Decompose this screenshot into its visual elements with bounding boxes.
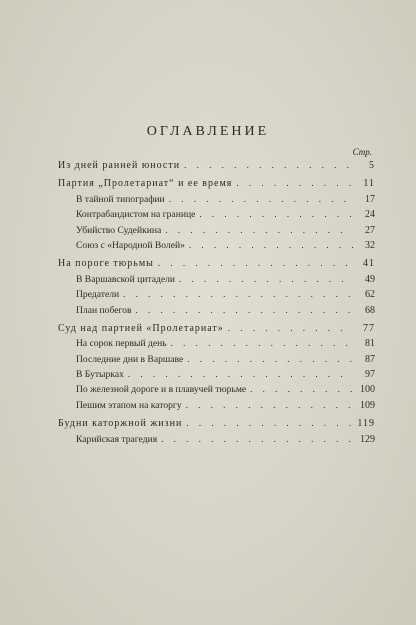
toc-entry — [58, 367, 375, 382]
toc-entry-page: 87 — [365, 353, 375, 365]
toc-entry — [58, 192, 375, 207]
toc-entry — [58, 398, 375, 413]
toc-entry-title: Из дней ранней юности — [58, 160, 181, 171]
toc-entry-title: На сорок первый день — [76, 338, 167, 350]
dot-leader — [189, 238, 353, 253]
toc-entry-title: В тайной типографии — [76, 193, 165, 205]
toc-entry-page: 49 — [365, 273, 375, 285]
toc-entry-page: 129 — [360, 433, 375, 445]
toc-entry-title: Суд над партией «Пролетариат» — [58, 322, 224, 334]
dot-leader — [165, 223, 353, 238]
toc-entry-title: В Варшавской цитадели — [76, 273, 176, 285]
toc-entry-page: 81 — [365, 338, 375, 350]
toc-entry-page: 27 — [365, 224, 375, 236]
toc-entry — [58, 238, 375, 253]
toc-entry — [58, 432, 375, 447]
dot-leader — [171, 336, 353, 351]
toc-entry — [58, 287, 375, 302]
dot-leader — [123, 287, 353, 302]
toc-entry — [58, 382, 375, 397]
dot-leader — [236, 176, 353, 191]
toc-entry-page: 109 — [360, 399, 375, 411]
toc-entry-page: 24 — [365, 209, 375, 221]
toc-list — [58, 158, 375, 447]
toc-entry-title: Союз с «Народной Волей» — [76, 239, 185, 251]
toc-entry-title: Предатели — [76, 289, 120, 301]
toc-entry-page: 77 — [363, 322, 375, 334]
dot-leader — [186, 416, 353, 431]
toc-entry-title: Убийство Судейкина — [76, 224, 162, 236]
dot-leader — [184, 158, 353, 173]
toc-entry-page: 100 — [360, 384, 375, 396]
toc-entry — [58, 336, 375, 351]
toc-entry-title: Будни каторжной жизни — [58, 418, 183, 430]
toc-entry-page: 119 — [357, 418, 375, 430]
dot-leader — [158, 256, 353, 271]
dot-leader — [161, 432, 353, 447]
toc-entry-title: Партия „Пролетариат“ и ее время — [58, 178, 233, 190]
toc-entry — [58, 158, 375, 173]
dot-leader — [186, 398, 353, 413]
toc-entry — [58, 256, 375, 271]
page-column-label: Стр. — [352, 147, 372, 157]
toc-entry — [58, 207, 375, 222]
toc-entry-title: Последние дни в Варшаве — [76, 353, 184, 365]
toc-entry-page: 62 — [365, 289, 375, 301]
toc-entry — [58, 321, 375, 336]
toc-entry-page: 32 — [365, 239, 375, 251]
toc-entry-title: Карийская трагедия — [76, 433, 158, 445]
toc-entry — [58, 352, 375, 367]
toc-entry-title: План побегов — [76, 304, 132, 316]
toc-entry-title: Контрабандистом на границе — [76, 209, 196, 221]
toc-entry-page: 97 — [365, 369, 375, 381]
toc-entry — [58, 303, 375, 318]
toc-entry — [58, 272, 375, 287]
dot-leader — [228, 321, 353, 336]
toc-entry-page: 41 — [363, 258, 375, 270]
toc-entry — [58, 176, 375, 191]
dot-leader — [250, 382, 353, 397]
toc-heading: ОГЛАВЛЕНИЕ — [146, 124, 270, 139]
toc-entry-title: На пороге тюрьмы — [58, 258, 154, 270]
toc-entry-title: По железной дороге и в плавучей тюрьме — [76, 384, 247, 396]
toc-entry-title: В Бутырках — [76, 369, 124, 381]
dot-leader — [199, 207, 353, 222]
toc-entry-title: Пешим этапом на каторгу — [76, 399, 182, 411]
dot-leader — [187, 352, 353, 367]
dot-leader — [128, 367, 353, 382]
toc-entry-page: 5 — [369, 160, 375, 171]
toc-entry-page: 11 — [363, 178, 375, 190]
dot-leader — [135, 303, 353, 318]
toc-entry — [58, 223, 375, 238]
toc-entry — [58, 416, 375, 431]
toc-entry-page: 17 — [365, 193, 375, 205]
dot-leader — [169, 192, 353, 207]
toc-entry-page: 68 — [365, 304, 375, 316]
dot-leader — [179, 272, 353, 287]
